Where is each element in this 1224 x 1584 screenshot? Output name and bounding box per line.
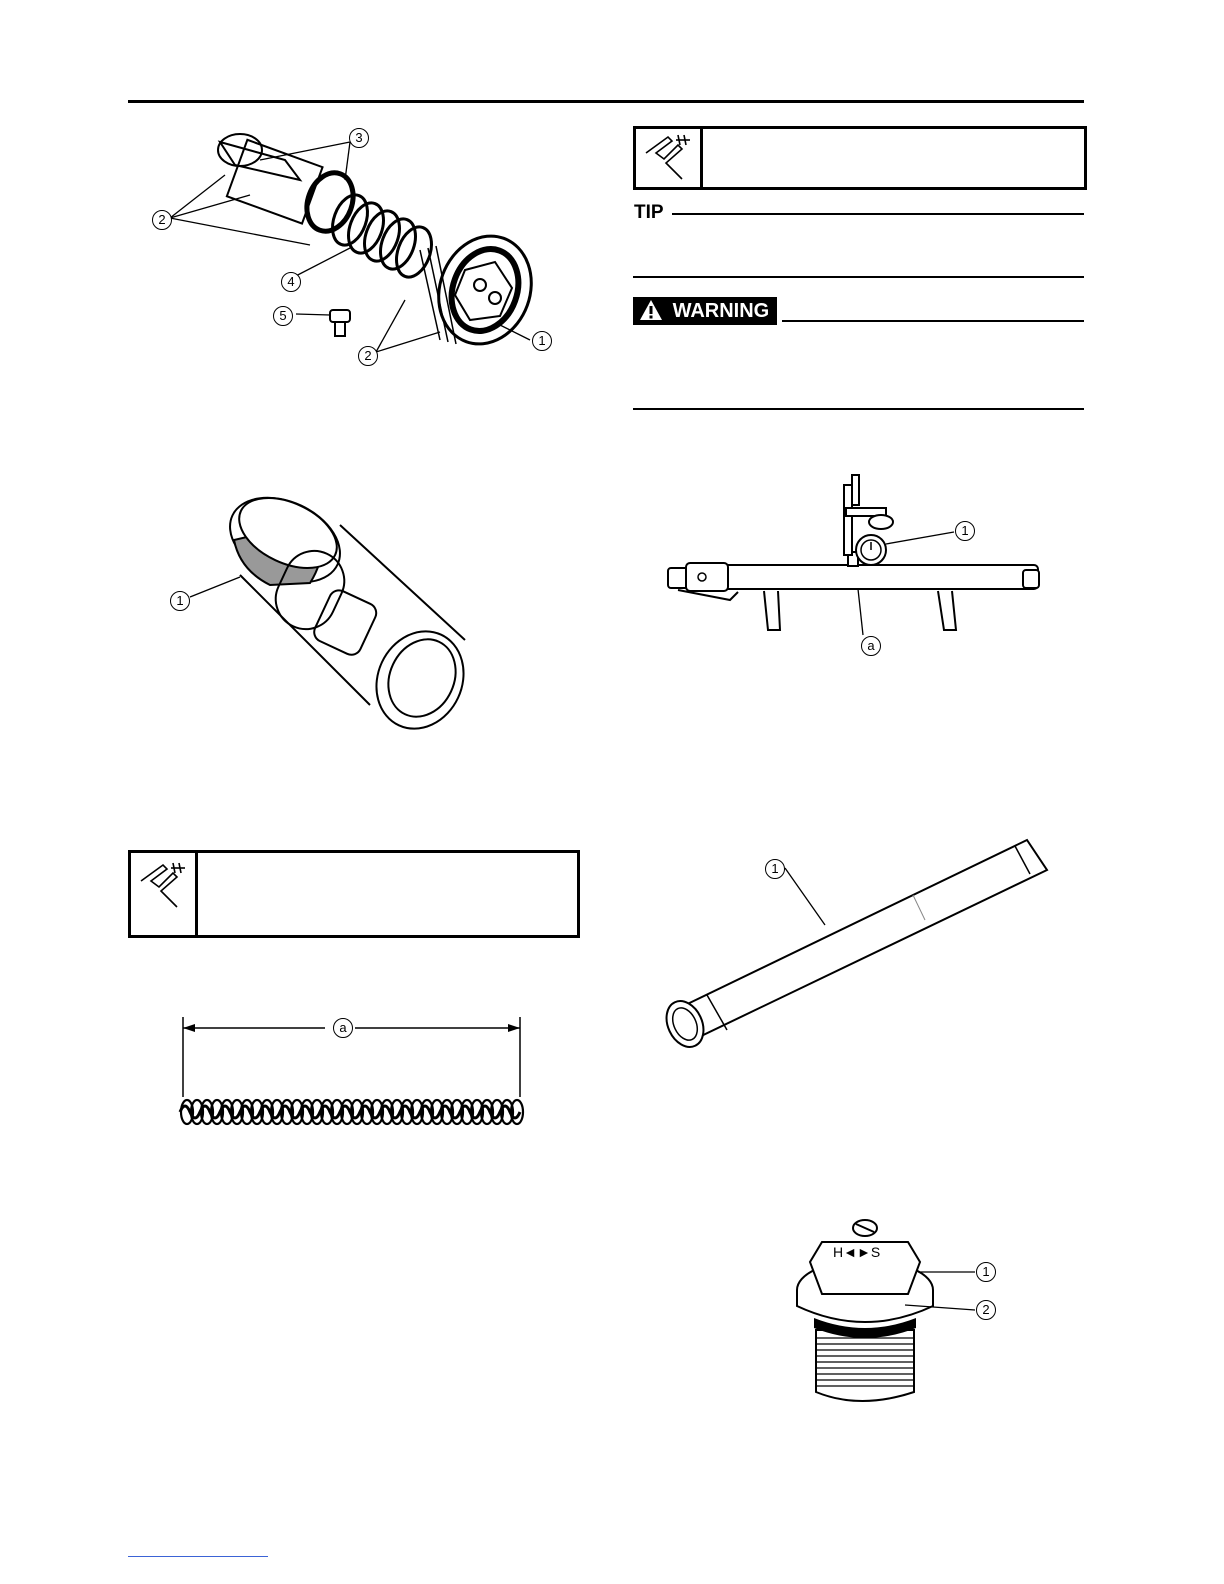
- header-rule: [128, 100, 1084, 103]
- piston-seal-illustration: [200, 495, 480, 735]
- damper-assembly-illustration: [140, 120, 580, 380]
- callout-2: 2: [152, 210, 172, 230]
- callout-1: 1: [532, 331, 552, 351]
- callout-2-cap: 2: [976, 1300, 996, 1320]
- caliper-icon: [137, 859, 189, 911]
- warning-triangle-icon: [639, 299, 663, 321]
- caliper-icon: [642, 131, 694, 183]
- warning-badge: [633, 297, 777, 325]
- callout-1-gauge: 1: [955, 521, 975, 541]
- callout-1-tube: 1: [765, 859, 785, 879]
- warning-rule-top: [782, 320, 1084, 322]
- callout-1-piston: 1: [170, 591, 190, 611]
- spec-icon-cell-right: [636, 129, 703, 187]
- tip-label: TIP: [634, 202, 664, 223]
- spec-box-right: [633, 126, 1087, 190]
- spec-box-left: [128, 850, 580, 938]
- warning-label: WARNING: [672, 300, 770, 322]
- callout-a-spring: a: [333, 1018, 353, 1038]
- callout-a-gauge: a: [861, 636, 881, 656]
- spec-icon-cell: [131, 853, 198, 935]
- dial-gauge-illustration: [668, 470, 1048, 650]
- callout-1-cap: 1: [976, 1262, 996, 1282]
- callout-5: 5: [273, 306, 293, 326]
- spring-length-illustration: [175, 1012, 535, 1132]
- fork-cap-illustration: [790, 1210, 940, 1410]
- callout-3: 3: [349, 128, 369, 148]
- callout-2b: 2: [358, 346, 378, 366]
- callout-4: 4: [281, 272, 301, 292]
- tip-rule-top: [672, 213, 1084, 215]
- inner-tube-illustration: [655, 830, 1055, 1040]
- warning-rule-bottom: [633, 408, 1084, 410]
- hs-marking: H◄►S: [833, 1244, 881, 1260]
- footer-link[interactable]: [128, 1556, 268, 1557]
- tip-rule-bottom: [633, 276, 1084, 278]
